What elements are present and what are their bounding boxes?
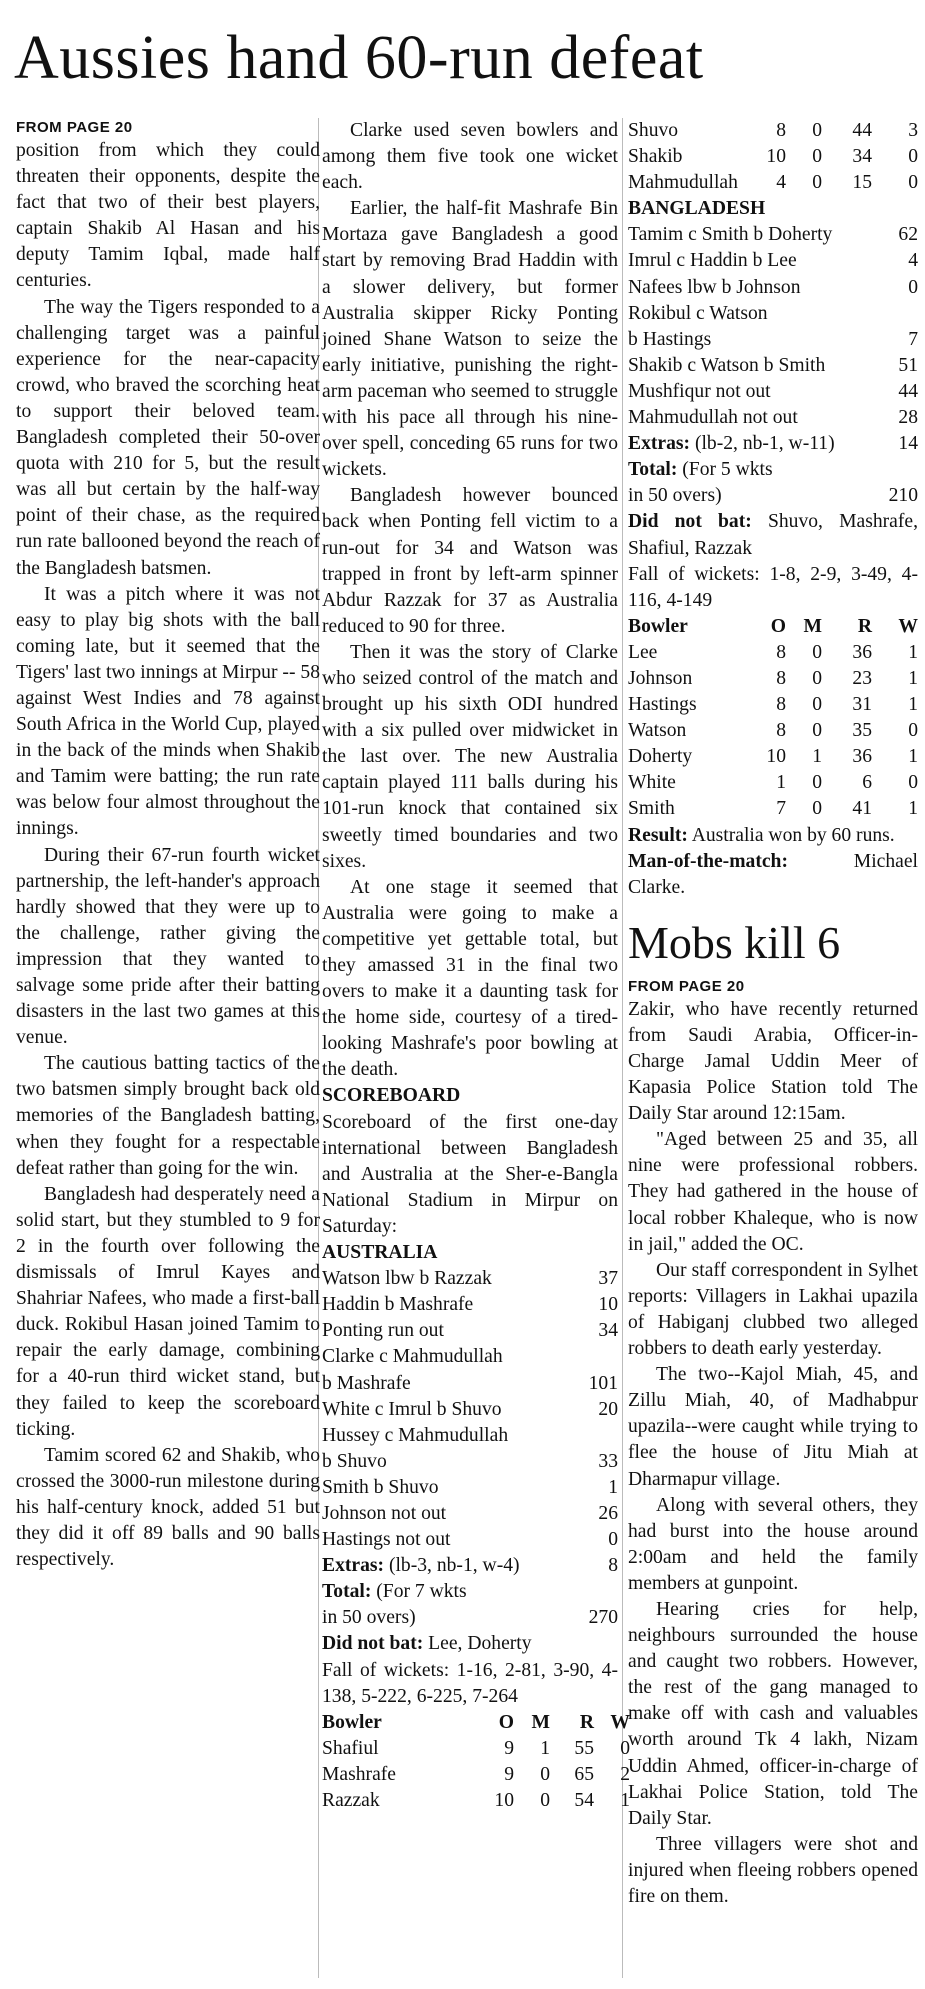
batting-row — [628, 222, 918, 248]
bowling-header — [628, 614, 918, 640]
paragraph: It was a pitch where it was not easy to play big shots with the ball coming late, but it seemed that the Tigers' last two innings at Mirpur -- 58 against West Indies and 78 against South Africa in the World Cup, played in the back of the minds when Shakib and Tamim were batting; the run rate was below four almost throughout the innings. — [16, 583, 320, 840]
runs-header: R — [579, 1711, 594, 1733]
total-overs: in 50 overs) — [628, 485, 722, 507]
column-1 — [16, 118, 320, 1573]
total-overs: in 50 overs) — [322, 1607, 416, 1629]
overs: 10 — [494, 1790, 514, 1811]
column-3 — [628, 118, 918, 1910]
runs: 41 — [852, 798, 872, 820]
fall-of-wickets: Fall of wickets: 1-8, 2-9, 3-49, 4-116, 4-149 — [628, 563, 918, 611]
paragraph: Bangladesh however bounced back when Ponting fell victim to a run-out for 34 and Watson was trapped in front by left-arm spinner Abdur Razzak for 37 as Australia reduced to 90 for three. — [322, 485, 618, 637]
headline: Aussies hand 60-run defeat — [14, 24, 704, 92]
bowling-row — [322, 1788, 630, 1814]
bowling-row — [628, 744, 918, 770]
batsman: Imrul c Haddin b Lee — [628, 250, 797, 272]
paragraph: During their 67-run fourth wicket partnership, the left-hander's approach hardly showed that they were up to the challenge, rather giving the impression that they wanted to salvage some pride after their batting disasters in the last two games at this venue. — [16, 844, 320, 1049]
result-label: Result: — [628, 824, 688, 846]
runs: 55 — [574, 1737, 594, 1759]
paragraph: Our staff correspondent in Sylhet reports: Villagers in Lakhai upazila of Habiganj clubbed two alleged robbers to death early yesterday. — [628, 1259, 918, 1360]
runs-header: R — [857, 615, 872, 637]
wickets: 1 — [908, 798, 918, 820]
runs: 26 — [598, 1502, 618, 1524]
batting-row — [628, 379, 918, 405]
team-heading: AUSTRALIA — [322, 1242, 438, 1264]
wickets: 0 — [908, 772, 918, 794]
overs: 9 — [504, 1737, 514, 1759]
batsman: b Shuvo — [322, 1450, 387, 1472]
wickets: 0 — [908, 172, 918, 194]
bowler: Smith — [628, 798, 675, 820]
overs: 4 — [776, 172, 786, 194]
batting-row — [322, 1292, 618, 1318]
batting-row — [322, 1344, 618, 1370]
maidens: 0 — [540, 1790, 550, 1811]
overs: 8 — [776, 720, 786, 742]
column-2 — [322, 118, 630, 1814]
runs: 4 — [908, 250, 918, 272]
wickets: 3 — [908, 120, 918, 141]
bowling-row — [628, 118, 918, 144]
bowling-row — [628, 692, 918, 718]
man-of-the-match — [628, 849, 918, 901]
total-label: Total: — [322, 1581, 372, 1603]
scoreboard-heading: SCOREBOARD — [322, 1085, 461, 1107]
extras-label: Extras: — [322, 1555, 385, 1577]
extras-detail: (lb-2, nb-1, w-11) — [694, 433, 835, 455]
batting-row — [322, 1423, 618, 1449]
dnb-text: Lee, Doherty — [428, 1633, 532, 1655]
maidens: 0 — [540, 1763, 550, 1785]
batsman: Shakib c Watson b Smith — [628, 354, 826, 376]
total-runs: 270 — [588, 1607, 618, 1629]
batsman: b Mashrafe — [322, 1372, 411, 1394]
paragraph: Clarke used seven bowlers and among them five took one wicket each. — [322, 120, 618, 194]
batsman: Mushfiqur not out — [628, 380, 771, 402]
batting-list — [322, 1266, 618, 1553]
batsman: Nafees lbw b Johnson — [628, 276, 801, 298]
paragraph: Zakir, who have recently returned from Saudi Arabia, Officer-in-Charge Jamal Uddin Meer of Kapasia Police Station told The Daily Star around 12:15am. — [628, 998, 918, 1125]
batting-row — [322, 1266, 618, 1292]
bowler: Mahmudullah — [628, 172, 738, 194]
result-text: Australia won by 60 runs. — [691, 824, 895, 846]
wickets: 1 — [908, 746, 918, 768]
extras-runs: 14 — [898, 433, 918, 455]
batting-row — [628, 301, 918, 327]
runs: 34 — [852, 146, 872, 168]
bowler-header: Bowler — [322, 1711, 382, 1733]
batsman: Watson lbw b Razzak — [322, 1268, 492, 1290]
paragraph: Earlier, the half-fit Mashrafe Bin Mortaza gave Bangladesh a good start by removing Brad Haddin with a slower delivery, but former Australia skipper Ricky Ponting joined Shane Watson to seize the early initiative, punishing the right-arm paceman who seemed to struggle with his pace all through his nine-over spell, conceding 65 runs for two wickets. — [322, 198, 618, 481]
maidens: 1 — [812, 746, 822, 768]
dnb-text: Shuvo, Mashrafe, Shafiul, Razzak — [628, 511, 918, 559]
extras-row — [322, 1553, 618, 1579]
overs: 1 — [776, 772, 786, 794]
extras-label: Extras: — [628, 433, 691, 455]
runs: 36 — [852, 746, 872, 768]
bowler-header: Bowler — [628, 615, 688, 637]
overs-header: O — [498, 1711, 514, 1733]
maidens: 0 — [812, 172, 822, 194]
batsman: Clarke c Mahmudullah — [322, 1346, 503, 1368]
bowler: Shuvo — [628, 120, 679, 141]
paragraph: Three villagers were shot and injured when fleeing robbers opened fire on them. — [628, 1833, 918, 1907]
team-heading: BANGLADESH — [628, 198, 766, 220]
overs: 8 — [776, 120, 786, 141]
paragraph: The way the Tigers responded to a challenging target was a painful experience for the near-capacity crowd, who braved the scorching heat to support their beloved team. Bangladesh completed their 50-over quota with 210 for 5, but the result was all but certain by the half-way point of their chase, as the required run rate ballooned beyond the reach of the Bangladesh batsmen. — [16, 296, 320, 579]
bowling-row — [322, 1762, 630, 1788]
runs: 20 — [598, 1398, 618, 1420]
column-rule — [622, 118, 623, 1978]
maidens-header: M — [803, 615, 822, 637]
total-detail: (For 5 wkts — [682, 459, 773, 481]
batsman: Ponting run out — [322, 1320, 444, 1342]
paragraph: The cautious batting tactics of the two batsmen simply brought back old memories of the Bangladesh batting, when they fought for a respectable defeat rather than going for the win. — [16, 1053, 320, 1179]
maidens: 0 — [812, 772, 822, 794]
total-row-2 — [628, 483, 918, 509]
extras-row — [628, 431, 918, 457]
wickets: 0 — [908, 146, 918, 168]
batsman: Tamim c Smith b Doherty — [628, 224, 833, 246]
overs: 10 — [766, 746, 786, 768]
bowling-row — [628, 718, 918, 744]
wickets: 1 — [620, 1790, 630, 1811]
bowler: Mashrafe — [322, 1763, 396, 1785]
paragraph: position from which they could threaten their opponents, despite the fact that two of their best players, captain Shakib Al Hasan and his deputy Tamim Iqbal, made half centuries. — [16, 140, 320, 292]
batting-row — [628, 405, 918, 431]
runs: 34 — [598, 1320, 618, 1342]
total-row — [628, 457, 918, 483]
runs: 23 — [852, 667, 872, 689]
bowler: Shafiul — [322, 1737, 379, 1759]
runs: 101 — [588, 1372, 618, 1394]
maidens: 0 — [812, 120, 822, 141]
wickets: 1 — [908, 641, 918, 663]
maidens-header: M — [531, 1711, 550, 1733]
total-detail: (For 7 wkts — [376, 1581, 467, 1603]
overs: 8 — [776, 694, 786, 716]
maidens: 0 — [812, 720, 822, 742]
runs: 44 — [898, 380, 918, 402]
runs: 15 — [852, 172, 872, 194]
bowler: White — [628, 772, 676, 794]
paragraph: Tamim scored 62 and Shakib, who crossed the 3000-run milestone during his half-century knock, added 51 but they did it off 89 balls and 90 balls respectively. — [16, 1444, 320, 1571]
runs: 7 — [908, 328, 918, 350]
runs: 36 — [852, 641, 872, 663]
bowling-row — [628, 170, 918, 196]
runs: 62 — [898, 224, 918, 246]
fall-of-wickets: Fall of wickets: 1-16, 2-81, 3-90, 4-138, 5-222, 6-225, 7-264 — [322, 1659, 618, 1707]
runs: 51 — [898, 354, 918, 376]
did-not-bat — [628, 509, 918, 561]
batsman: Johnson not out — [322, 1502, 447, 1524]
overs: 8 — [776, 641, 786, 663]
paragraph: Hearing cries for help, neighbours surrounded the house and caught two robbers. However, the rest of the gang managed to make off with cash and valuables worth around Tk 4 lakh, Nizam Uddin Ahmed, officer-in-charge of Lakhai Police Station, told The Daily Star. — [628, 1598, 918, 1829]
bowler: Hastings — [628, 694, 697, 716]
batting-row — [628, 248, 918, 274]
runs: 65 — [574, 1763, 594, 1785]
runs: 54 — [574, 1790, 594, 1811]
paragraph: The two--Kajol Miah, 45, and Zillu Miah, 40, of Madhabpur upazila--were caught while trying to flee the house of Jitu Miah at Dharmapur village. — [628, 1364, 918, 1490]
bowling-row — [628, 770, 918, 796]
runs: 28 — [898, 407, 918, 429]
did-not-bat — [322, 1631, 618, 1657]
batting-row — [322, 1527, 618, 1553]
batsman: Hastings not out — [322, 1529, 451, 1551]
wickets: 2 — [620, 1763, 630, 1785]
paragraph: At one stage it seemed that Australia were going to make a competitive yet gettable total, but they amassed 31 in the final two overs to make it a daunting task for the home side, courtesy of a tired-looking Mashrafe's poor bowling at the death. — [322, 876, 618, 1081]
runs: 37 — [598, 1268, 618, 1290]
batting-row — [628, 327, 918, 353]
wickets: 0 — [908, 720, 918, 742]
batsman: White c Imrul b Shuvo — [322, 1398, 502, 1420]
motm-text: Michael Clarke. — [628, 850, 918, 898]
scoreboard-intro: Scoreboard of the first one-day international between Bangladesh and Australia at the Sher-e-Bangla National Stadium in Mirpur on Saturday: — [322, 1111, 618, 1237]
runs: 0 — [908, 276, 918, 298]
result — [628, 823, 918, 849]
batsman: Smith b Shuvo — [322, 1476, 439, 1498]
runs: 1 — [608, 1476, 618, 1498]
runs: 31 — [852, 694, 872, 716]
maidens: 0 — [812, 798, 822, 820]
bowler: Watson — [628, 720, 687, 742]
batting-row — [628, 275, 918, 301]
total-label: Total: — [628, 459, 678, 481]
runs: 33 — [598, 1450, 618, 1472]
bowler: Razzak — [322, 1790, 380, 1811]
overs: 9 — [504, 1763, 514, 1785]
wickets: 1 — [908, 694, 918, 716]
dnb-label: Did not bat: — [322, 1633, 424, 1655]
bowling-row — [628, 666, 918, 692]
total-row — [322, 1579, 618, 1605]
runs: 44 — [852, 120, 872, 141]
kicker: FROM PAGE 20 — [628, 977, 745, 995]
paragraph: "Aged between 25 and 35, all nine were professional robbers. They had gathered in the house of local robber Khaleque, who is now in jail," added the OC. — [628, 1129, 918, 1255]
motm-label: Man-of-the-match: — [628, 850, 788, 872]
paragraph: Along with several others, they had burst into the house around 2:00am and held the family members at gunpoint. — [628, 1494, 918, 1594]
bowler: Johnson — [628, 667, 693, 689]
batsman: b Hastings — [628, 328, 712, 350]
wickets: 1 — [908, 667, 918, 689]
bowler: Lee — [628, 641, 658, 663]
bowling-row — [322, 1736, 630, 1762]
total-runs: 210 — [888, 485, 918, 507]
batting-row — [322, 1397, 618, 1423]
batting-row — [322, 1475, 618, 1501]
mobs-headline: Mobs kill 6 — [628, 916, 841, 968]
bowler: Doherty — [628, 746, 693, 768]
maidens: 0 — [812, 694, 822, 716]
batting-row — [322, 1501, 618, 1527]
wickets-header: W — [610, 1711, 630, 1733]
paragraph: Bangladesh had desperately need a solid start, but they stumbled to 9 for 2 in the fourth over following the dismissals of Imrul Kayes and Shahriar Nafees, who made a first-ball duck. Rokibul Hasan joined Tamim to repair the early damage, combining for a 40-run third wicket stand, but they failed to keep the scoreboard ticking. — [16, 1183, 320, 1440]
batsman: Hussey c Mahmudullah — [322, 1424, 509, 1446]
overs: 10 — [766, 146, 786, 168]
batting-row — [322, 1318, 618, 1344]
batsman: Mahmudullah not out — [628, 407, 798, 429]
batting-row — [322, 1371, 618, 1397]
batsman: Haddin b Mashrafe — [322, 1294, 474, 1316]
wickets: 0 — [620, 1737, 630, 1759]
batting-row — [628, 353, 918, 379]
extras-detail: (lb-3, nb-1, w-4) — [388, 1555, 520, 1577]
overs-header: O — [770, 615, 786, 637]
batting-row — [322, 1449, 618, 1475]
maidens: 0 — [812, 667, 822, 689]
batsman: Rokibul c Watson — [628, 302, 768, 324]
extras-runs: 8 — [608, 1555, 618, 1577]
runs: 0 — [608, 1529, 618, 1551]
runs: 35 — [852, 720, 872, 742]
maidens: 0 — [812, 641, 822, 663]
total-row-2 — [322, 1605, 618, 1631]
maidens: 0 — [812, 146, 822, 168]
runs: 6 — [862, 772, 872, 794]
paragraph: Then it was the story of Clarke who seized control of the match and brought up his sixth ODI hundred with a six pulled over midwicket in the last over. The new Australia captain played 111 balls during his 101-run knock that contained six sweetly timed boundaries and two sixes. — [322, 641, 618, 872]
bowling-row — [628, 796, 918, 822]
dnb-label: Did not bat: — [628, 511, 752, 533]
overs: 8 — [776, 667, 786, 689]
wickets-header: W — [898, 615, 918, 637]
maidens: 1 — [540, 1737, 550, 1759]
overs: 7 — [776, 798, 786, 820]
bowler: Shakib — [628, 146, 683, 168]
bowling-row — [628, 640, 918, 666]
bowling-header — [322, 1710, 630, 1736]
kicker: FROM PAGE 20 — [16, 119, 133, 136]
bowling-row — [628, 144, 918, 170]
runs: 10 — [598, 1294, 618, 1316]
